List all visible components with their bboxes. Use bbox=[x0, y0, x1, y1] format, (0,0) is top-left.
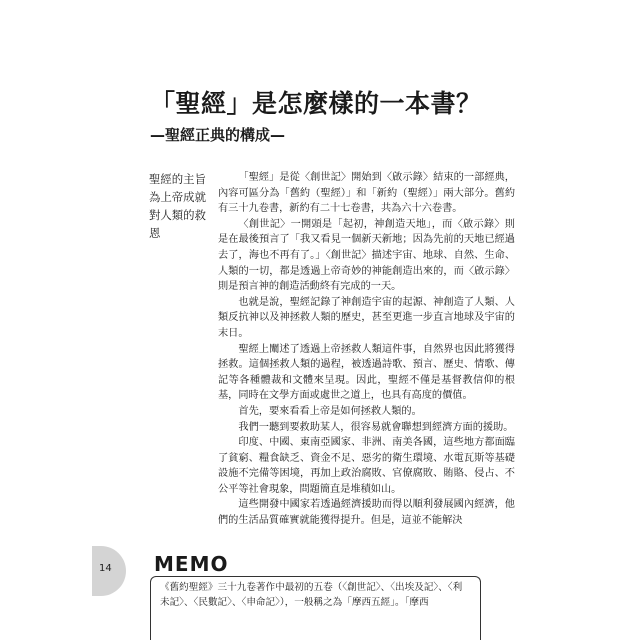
paragraph: 〈創世記〉一開頭是「起初，神創造天地」，而〈啟示錄〉則是在最後預言了「我又看見一個新天新地；因為先前的天地已經過去了，海也不再有了。」〈創世記〉描述宇宙、地球、自然、生命、人類的一切，都是透過上帝奇妙的神能創造出來的，而〈啟示錄〉則是預言神的創造活動終有完成的一天。 bbox=[218, 218, 515, 293]
paragraph: 聖經上闡述了透過上帝拯救人類這件事，自然界也因此將獲得拯救。這個拯救人類的過程，被透過詩歌、預言、歷史、情歌、傳記等各種體裁和文體來呈現。因此，聖經不僅是基督教信仰的根基，同時在文學方面或處世之道上，也具有高度的價值。 bbox=[218, 343, 515, 402]
paragraph: 也就是說，聖經記錄了神創造宇宙的起源、神創造了人類、人類反抗神以及神拯救人類的歷史，甚至更進一步直言地球及宇宙的末日。 bbox=[218, 296, 515, 339]
paragraph: 我們一聽到要救助某人，很容易就會聯想到經濟方面的援助。 bbox=[238, 421, 514, 433]
paragraph: 「聖經」是從〈創世記〉開始到〈啟示錄〉結束的一部經典，內容可區分為「舊約（聖經）」和「新約（聖經）」兩大部分。舊約有三十九卷書，新約有二十七卷書，共為六十六卷書。 bbox=[218, 172, 515, 215]
paragraph: 印度、中國、東南亞國家、非洲、南美各國，這些地方都面臨了貧窮、糧食缺乏、資金不足、惡劣的衛生環境、水電瓦斯等基礎設施不完備等困境，再加上政治腐敗、官僚腐敗、賄賂、侵占、不公平等社會現象，問題簡直是堆積如山。 bbox=[218, 437, 515, 495]
memo-heading: MEMO bbox=[154, 552, 229, 576]
page-subtitle: —聖經正典的構成— bbox=[150, 126, 286, 144]
page-number: 14 bbox=[99, 563, 112, 574]
memo-text: 《舊約聖經》三十九卷著作中最初的五卷（〈創世記〉、〈出埃及記〉、〈利未記〉、〈民數記〉、〈申命記〉），一般稱之為「摩西五經」。「摩西 bbox=[160, 582, 463, 608]
memo-box bbox=[150, 576, 481, 640]
page-title: 「聖經」是怎麼樣的一本書？ bbox=[150, 89, 482, 118]
body-text bbox=[218, 170, 515, 550]
paragraph: 首先，要來看看上帝是如何拯救人類的。 bbox=[238, 405, 422, 417]
side-note: 聖經的主旨為上帝成就對人類的救恩 bbox=[149, 172, 206, 240]
paragraph: 這些開發中國家若透過經濟援助而得以順利發展國內經濟，他們的生活品質確實就能獲得提升。但是，這並不能解決 bbox=[218, 499, 515, 527]
